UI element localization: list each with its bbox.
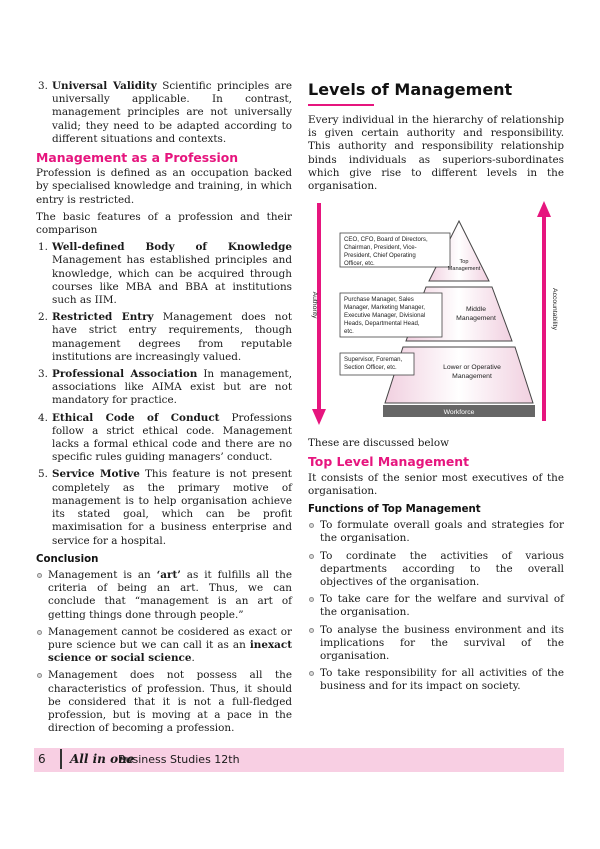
paragraph: These are discussed below bbox=[308, 437, 450, 450]
text: To take care for the welfare and survival of the organisation. bbox=[320, 593, 564, 619]
text: To cordinate the activities of various departments according to the overall objectives of the organisation. bbox=[320, 549, 564, 589]
list-item bbox=[308, 593, 564, 619]
right-column bbox=[308, 80, 564, 698]
mid-label-line: Management bbox=[456, 315, 496, 323]
mid-desc-line: Purchase Manager, Sales bbox=[344, 296, 414, 304]
item-text: In management, associations like AIMA exist but are not mandatory for practice. bbox=[52, 368, 292, 407]
mid-desc-line: Executive Manager, Divisional bbox=[344, 312, 426, 320]
text: Management cannot be cosidered as exact or pure science but we can call it as an bbox=[48, 625, 292, 651]
emphasis: inexact science or social science bbox=[48, 638, 292, 665]
paragraph: The basic features of a profession and their comparison bbox=[36, 210, 292, 237]
list-item bbox=[308, 550, 564, 590]
mid-label-line: Middle bbox=[465, 306, 487, 314]
paragraph: Every individual in the hierarchy of relationship is given certain authority and responsibility. This authority and responsibility relationship binds individuals as superiors-subordinates which give rise to different levels in the organisation. bbox=[308, 114, 564, 193]
book-title: Business Studies 12th bbox=[118, 753, 240, 766]
item-title: Professional Association bbox=[52, 368, 198, 381]
item-text: Management does not have strict entry requirements, though management degrees from reputable institutions are increasingly valued. bbox=[52, 311, 292, 363]
list-item bbox=[36, 412, 292, 465]
list-item-universal-validity bbox=[36, 80, 292, 146]
text: Management is an bbox=[48, 568, 157, 581]
bullet-icon bbox=[309, 671, 314, 676]
authority-arrow-head bbox=[312, 409, 326, 425]
bullet-icon bbox=[37, 673, 42, 678]
top-desc-line: President, Chief Operating bbox=[344, 252, 416, 260]
item-title: Universal Validity bbox=[52, 80, 157, 92]
text: To formulate overall goals and strategies for the organisation. bbox=[320, 519, 564, 545]
page-number: 6 bbox=[38, 752, 46, 766]
section-heading-levels: Levels of Management bbox=[308, 80, 513, 99]
item-text: Scientific principles are universally applicable. In contrast, management principles are not universally valid; they need to be adapted according to different situations and contexts. bbox=[52, 80, 292, 145]
footer-divider bbox=[60, 749, 62, 769]
list-number: 3. bbox=[38, 368, 48, 381]
bullet-icon bbox=[37, 630, 42, 635]
low-label-line: Management bbox=[452, 373, 492, 381]
bullet-icon bbox=[309, 554, 314, 559]
text: Management does not possess all the characteristics of profession. Thus, it should be considered that it is not a full-fledged profession, but is moving at a pace in the direction of becoming a profession. bbox=[48, 669, 292, 735]
text: . bbox=[191, 652, 195, 665]
top-desc-line: CEO, CFO, Board of Directors, bbox=[344, 236, 428, 244]
top-label-line: Management bbox=[447, 266, 481, 273]
list-item bbox=[36, 368, 292, 408]
text: To analyse the business environment and its implications for the survival of the organisation. bbox=[320, 623, 564, 663]
list-item bbox=[36, 669, 292, 735]
paragraph: Profession is defined as an occupation backed by specialised knowledge and training, in which entry is restricted. bbox=[36, 167, 292, 206]
left-column bbox=[36, 80, 292, 739]
emphasis: ‘art’ bbox=[156, 568, 181, 581]
item-text: Professions follow a strict ethical code. Management lacks a formal ethical code and there are no specific rules guiding managers’ conduct. bbox=[52, 411, 293, 464]
list-item bbox=[36, 241, 292, 307]
text: as it fulfills all the criteria of being an art. Thus, we can conclude that “management is an art of getting things done through people.” bbox=[48, 568, 293, 621]
functions-list bbox=[308, 519, 564, 693]
list-item bbox=[36, 569, 292, 622]
list-item bbox=[308, 624, 564, 664]
list-item bbox=[36, 468, 292, 547]
low-label-line: Lower or Operative bbox=[443, 364, 501, 372]
item-title: Well-defined Body of Knowledge bbox=[52, 241, 292, 254]
item-text: This feature is not present completely as the primary motive of management is to help organisation achieve its stated goal, which can be profit maximisation for a business enterprise and service for a hospital. bbox=[52, 468, 292, 547]
item-title: Restricted Entry bbox=[52, 311, 154, 324]
accountability-label: Accountability bbox=[551, 288, 558, 331]
list-item bbox=[36, 311, 292, 364]
section-heading-profession: Management as a Profession bbox=[36, 150, 239, 166]
brand-logo: All in one bbox=[70, 752, 135, 766]
list-number: 4. bbox=[38, 411, 48, 424]
conclusion-heading: Conclusion bbox=[36, 553, 99, 565]
item-title: Service Motive bbox=[52, 468, 140, 481]
authority-label: Authority bbox=[311, 291, 318, 319]
bullet-icon bbox=[309, 523, 314, 528]
list-item bbox=[308, 667, 564, 693]
list-item bbox=[36, 626, 292, 666]
list-number: 3. bbox=[38, 80, 48, 92]
top-label-line: Top bbox=[459, 259, 469, 266]
paragraph: It consists of the senior most executives of the organisation. bbox=[308, 471, 564, 497]
low-desc-line: Supervisor, Foreman, bbox=[344, 356, 403, 364]
bullet-icon bbox=[37, 573, 42, 578]
list-number: 2. bbox=[38, 311, 48, 324]
mid-desc-line: Heads, Departmental Head, bbox=[344, 320, 420, 328]
top-desc-line: Officer, etc. bbox=[344, 260, 375, 268]
list-number: 1. bbox=[38, 241, 48, 254]
section-heading-top-level: Top Level Management bbox=[308, 454, 470, 470]
bullet-icon bbox=[309, 628, 314, 633]
conclusion-list bbox=[36, 569, 292, 735]
heading-underline bbox=[308, 104, 374, 106]
mid-desc-line: etc. bbox=[344, 328, 354, 336]
item-text: Management has established principles and knowledge, which can be acquired through courses like MBA and BBA at institutions such as IIM. bbox=[52, 254, 292, 307]
workforce-label: Workforce bbox=[443, 409, 475, 417]
accountability-arrow-shaft bbox=[542, 215, 546, 421]
bullet-icon bbox=[309, 597, 314, 602]
top-desc-line: Chairman, President, Vice- bbox=[344, 244, 417, 252]
pyramid-svg bbox=[304, 197, 574, 433]
text: To take responsibility for all activities of the business and for its impact on society. bbox=[320, 667, 564, 693]
low-desc-line: Section Officer, etc. bbox=[344, 364, 397, 372]
functions-heading: Functions of Top Management bbox=[308, 504, 481, 516]
list-number: 5. bbox=[38, 468, 48, 481]
accountability-arrow-head bbox=[537, 201, 551, 217]
mid-desc-line: Manager, Marketing Manager, bbox=[344, 304, 425, 312]
levels-pyramid-diagram bbox=[304, 197, 574, 433]
item-title: Ethical Code of Conduct bbox=[52, 411, 220, 424]
features-list bbox=[36, 241, 292, 547]
list-item bbox=[308, 519, 564, 545]
